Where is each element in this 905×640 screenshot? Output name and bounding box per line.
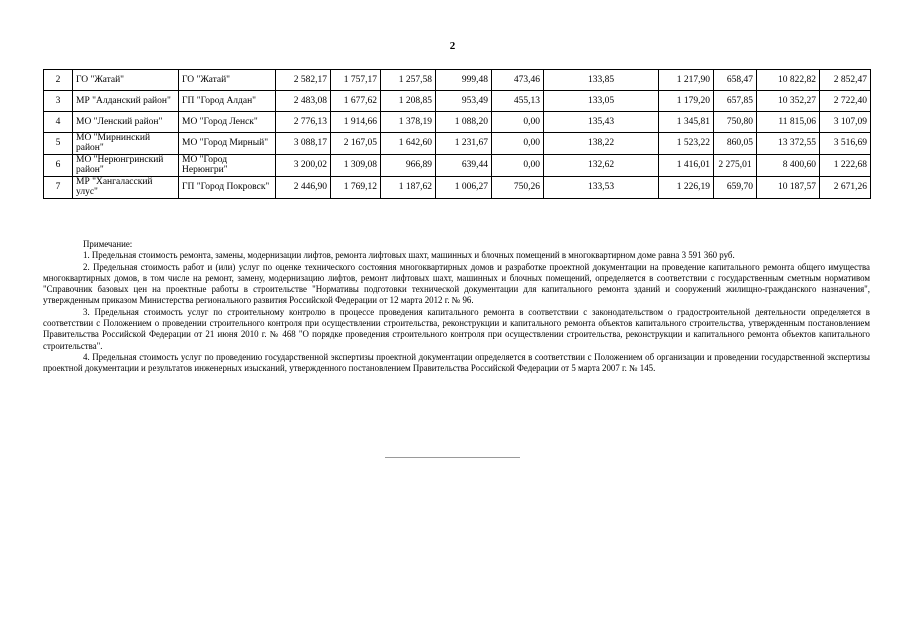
cost-cell: 3 516,69 [820, 133, 871, 155]
cost-cell: 1 677,62 [331, 91, 381, 112]
cost-cell: 1 217,90 [659, 70, 714, 91]
note-item: 3. Предельная стоимость услуг по строительному контролю в процессе проведения капитального ремонта в соответствии с законодательством о градостроительной деятельности определяется в соответствии с Положением о проведении строительного контроля при осуществлении строительства, реконструкции и капитального ремонта объектов капитального строительства, утвержденным постановлением Правительства Российской Федерации от 21 июня 2010 г. № 468 "О порядке проведения строительного контроля при осуществлении строительства, реконструкции и капитального ремонта объектов капитального строительства". [43, 306, 870, 351]
notes [43, 239, 870, 375]
district-cell: МР "Хангаласский улус" [73, 176, 179, 198]
table-row [44, 154, 871, 176]
cost-cell: 0,00 [492, 112, 544, 133]
district-cell: ГО "Жатай" [73, 70, 179, 91]
row-number: 7 [44, 176, 73, 198]
row-number: 4 [44, 112, 73, 133]
cost-cell: 10 822,82 [757, 70, 820, 91]
cost-cell: 3 088,17 [276, 133, 331, 155]
cost-cell: 999,48 [436, 70, 492, 91]
cost-cell: 2 275,01 [714, 154, 757, 176]
cost-cell: 1 088,20 [436, 112, 492, 133]
table-row [44, 133, 871, 155]
cost-cell: 2 483,08 [276, 91, 331, 112]
cost-cell: 0,00 [492, 154, 544, 176]
cost-cell: 3 200,02 [276, 154, 331, 176]
cost-cell: 1 187,62 [381, 176, 436, 198]
table-row [44, 112, 871, 133]
cost-cell: 2 671,26 [820, 176, 871, 198]
cost-cell: 1 345,81 [659, 112, 714, 133]
row-number: 5 [44, 133, 73, 155]
note-item: 1. Предельная стоимость ремонта, замены, модернизации лифтов, ремонта лифтовых шахт, машинных и блочных помещений в многоквартирном доме равна 3 591 360 руб. [83, 250, 735, 261]
district-cell: МО "Мирнинский район" [73, 133, 179, 155]
cost-cell: 1 416,01 [659, 154, 714, 176]
page-number: 2 [449, 40, 456, 52]
cost-cell: 658,47 [714, 70, 757, 91]
cost-cell: 1 757,17 [331, 70, 381, 91]
cost-cell: 1 006,27 [436, 176, 492, 198]
cost-cell: 2 776,13 [276, 112, 331, 133]
cost-cell: 10 187,57 [757, 176, 820, 198]
cost-cell: 135,43 [544, 112, 659, 133]
cost-cell: 2 446,90 [276, 176, 331, 198]
cost-cell: 860,05 [714, 133, 757, 155]
municipality-cell: ГО "Жатай" [179, 70, 276, 91]
cost-cell: 10 352,27 [757, 91, 820, 112]
cost-cell: 1 378,19 [381, 112, 436, 133]
cost-cell: 133,53 [544, 176, 659, 198]
cost-cell: 966,89 [381, 154, 436, 176]
cost-cell: 133,05 [544, 91, 659, 112]
cost-cell: 1 769,12 [331, 176, 381, 198]
municipality-cell: МО "Город Ленск" [179, 112, 276, 133]
district-cell: МР "Алданский район" [73, 91, 179, 112]
cost-cell: 11 815,06 [757, 112, 820, 133]
cost-cell: 3 107,09 [820, 112, 871, 133]
cost-cell: 750,80 [714, 112, 757, 133]
cost-table [43, 69, 871, 199]
cost-cell: 1 231,67 [436, 133, 492, 155]
note-item: 2. Предельная стоимость работ и (или) услуг по оценке технического состояния многоквартирных домов и разработке проектной документации на проведение капитального ремонта общего имущества многоквартирных домов, в том числе на ремонт, замену, модернизацию лифтов, ремонт лифтовых шахт, машинных и блочных помещений, определяется в соответствии с государственным сметным нормативом "Справочник базовых цен на проектные работы в строительстве "Нормативы подготовки технической документации для капитального ремонта зданий и сооружений жилищно-гражданского назначения", утвержденным приказом Министерства регионального развития Российской Федерации от 12 марта 2012 г. № 96. [43, 261, 870, 306]
cost-cell: 2 852,47 [820, 70, 871, 91]
district-cell: МО "Ленский район" [73, 112, 179, 133]
cost-cell: 133,85 [544, 70, 659, 91]
cost-cell: 13 372,55 [757, 133, 820, 155]
cost-cell: 1 642,60 [381, 133, 436, 155]
cost-cell: 2 582,17 [276, 70, 331, 91]
row-number: 2 [44, 70, 73, 91]
cost-cell: 2 167,05 [331, 133, 381, 155]
row-number: 6 [44, 154, 73, 176]
end-divider [385, 457, 520, 458]
table-row [44, 91, 871, 112]
cost-cell: 1 222,68 [820, 154, 871, 176]
cost-cell: 473,46 [492, 70, 544, 91]
notes-title: Примечание: [83, 239, 133, 249]
cost-cell: 0,00 [492, 133, 544, 155]
district-cell: МО "Нерюнгринский район" [73, 154, 179, 176]
cost-cell: 1 226,19 [659, 176, 714, 198]
cost-cell: 750,26 [492, 176, 544, 198]
cost-cell: 953,49 [436, 91, 492, 112]
row-number: 3 [44, 91, 73, 112]
municipality-cell: ГП "Город Алдан" [179, 91, 276, 112]
note-item: 4. Предельная стоимость услуг по проведению государственной экспертизы проектной документации определяется в соответствии с Положением об организации и проведении государственной экспертизы проектной документации и результатов инженерных изысканий, утвержденного постановлением Правительства Российской Федерации от 5 марта 2007 г. № 145. [43, 351, 870, 374]
cost-cell: 1 523,22 [659, 133, 714, 155]
table-row [44, 176, 871, 198]
cost-cell: 1 914,66 [331, 112, 381, 133]
cost-cell: 138,22 [544, 133, 659, 155]
municipality-cell: МО "Город Мирный" [179, 133, 276, 155]
cost-cell: 132,62 [544, 154, 659, 176]
cost-cell: 455,13 [492, 91, 544, 112]
cost-cell: 1 208,85 [381, 91, 436, 112]
cost-cell: 1 257,58 [381, 70, 436, 91]
cost-cell: 1 179,20 [659, 91, 714, 112]
municipality-cell: ГП "Город Покровск" [179, 176, 276, 198]
cost-cell: 1 309,08 [331, 154, 381, 176]
cost-cell: 2 722,40 [820, 91, 871, 112]
table-row [44, 70, 871, 91]
municipality-cell: МО "Город Нерюнгри" [179, 154, 276, 176]
cost-cell: 659,70 [714, 176, 757, 198]
cost-cell: 639,44 [436, 154, 492, 176]
cost-cell: 657,85 [714, 91, 757, 112]
cost-cell: 8 400,60 [757, 154, 820, 176]
